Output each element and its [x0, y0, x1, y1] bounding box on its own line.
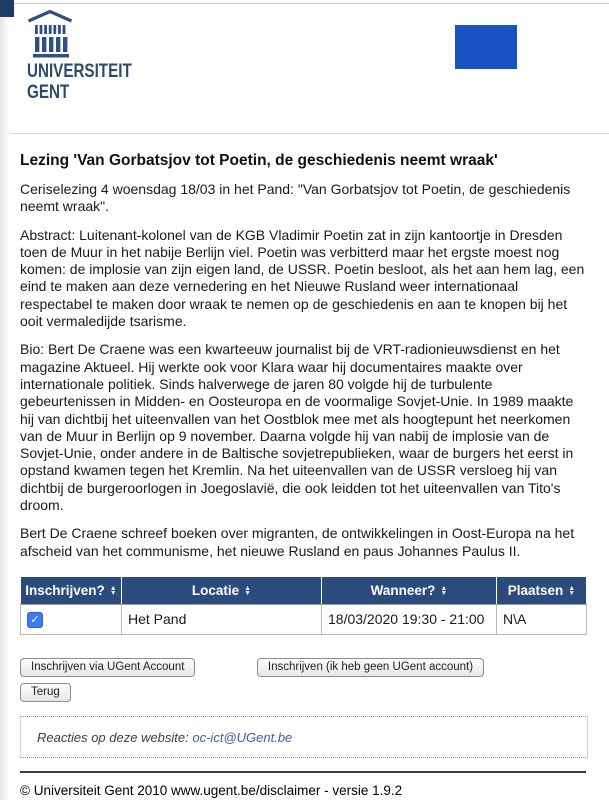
feedback-label: Reacties op deze website: [37, 729, 193, 745]
table-header-row [21, 576, 587, 604]
footer-divider [20, 771, 586, 773]
blue-rectangle [455, 25, 517, 69]
column-header-label: Locatie [191, 582, 240, 598]
header-divider [0, 133, 609, 134]
sort-icon: ▲ ▼ [440, 585, 448, 598]
column-header-label: Plaatsen [507, 582, 564, 598]
subscribe-checkbox[interactable] [27, 612, 43, 628]
sort-icon: ▲ ▼ [568, 585, 576, 598]
feedback-box [20, 716, 588, 758]
feedback-email-link[interactable]: oc-ict@UGent.be [192, 729, 293, 745]
cell-inschrijven [21, 604, 122, 634]
column-header-wanneer[interactable] [322, 576, 497, 604]
inschrijven-no-account-button[interactable]: Inschrijven (ik heb geen UGent account) [257, 658, 484, 677]
back-button-row [20, 682, 588, 702]
main-content [20, 152, 588, 798]
intro-paragraph: Ceriselezing 4 woensdag 18/03 in het Pand: "Van Gorbatsjov tot Poetin, de geschiedenis neemt wraak". [20, 181, 571, 215]
site-header [0, 0, 609, 103]
bio-paragraph: Bio: Bert De Craene was een kwarteeuw journalist bij de VRT-radionieuwsdienst en het magazine Aktueel. Hij werkte ook voor Klara waar hij documentaires maakte over internationale politiek. Sinds halverwege de jaren 80 volgde hij de turbulente gebeurtenissen in Midden- en Oosteuropa en de voormalige Sovjet-Unie. In 1989 maakte hij van dichtbij het uiteenvallen van het Oostblok mee met als hoogtepunt het neerkomen van de Muur in Berlijn op 9 november. Daarna volgde hij van nabij de implosie van de Sovjet-Unie, onder andere in de Baltische sovjetrepublieken, waar de burgers het eerst in opstand kwamen tegen het Kremlin. Na het uiteenvallen van de USSR versloeg hij van dichtbij de burgeroorlogen in Joegoslavië, die ook leidden tot het uiteenvallen van Tito's droom. [20, 341, 574, 514]
sort-icon: ▲ ▼ [244, 585, 252, 598]
column-header-inschrijven[interactable] [21, 576, 122, 604]
column-header-label: Wanneer? [370, 582, 436, 598]
column-header-label: Inschrijven? [25, 582, 105, 598]
table-row [21, 604, 587, 634]
abstract-paragraph: Abstract: Luitenant-kolonel van de KGB Vladimir Poetin zat in zijn kantoortje in Dresden toen de Muur in het nabije Berlijn viel. Poetin was verbitterd maar het ergste moest nog komen: de implosie van zijn eigen land, de USSR. Poetin besloot, als het aan hem lag, een eind te maken aan deze vernedering en het Nieuwe Rusland weer internationaal respectabel te maken door wraak te nemen op de geschiedenis en aan te knopen bij het ooit vermaledijde tsarisme. [20, 226, 585, 330]
sessions-table [20, 576, 587, 635]
cell-locatie: Het Pand [122, 604, 322, 634]
column-header-plaatsen[interactable] [497, 576, 587, 604]
copyright-text: © Universiteit Gent 2010 www.ugent.be/disclaimer - versie 1.9.2 [20, 782, 403, 798]
logo-text-line2: GENT [27, 82, 70, 103]
ugent-logo[interactable] [27, 8, 158, 103]
column-header-locatie[interactable] [122, 576, 322, 604]
cell-plaatsen: N\A [497, 604, 587, 634]
buttons-row [20, 657, 588, 677]
closing-paragraph: Bert De Craene schreef boeken over migranten, de ontwikkelingen in Oost-Europa na het afscheid van het communisme, het nieuwe Rusland en paus Johannes Paulus II. [20, 525, 575, 559]
sort-icon: ▲ ▼ [109, 585, 117, 598]
logo-text-line1: UNIVERSITEIT [27, 61, 132, 82]
inschrijven-ugent-button[interactable]: Inschrijven via UGent Account [20, 658, 195, 677]
ugent-temple-icon [27, 8, 158, 58]
cell-wanneer: 18/03/2020 19:30 - 21:00 [322, 604, 497, 634]
top-left-corner-block [0, 0, 14, 17]
left-edge-shade [0, 0, 10, 800]
terug-button[interactable]: Terug [20, 683, 71, 702]
page-title: Lezing 'Van Gorbatsjov tot Poetin, de geschiedenis neemt wraak' [20, 152, 498, 169]
check-icon: ✓ [30, 614, 40, 627]
